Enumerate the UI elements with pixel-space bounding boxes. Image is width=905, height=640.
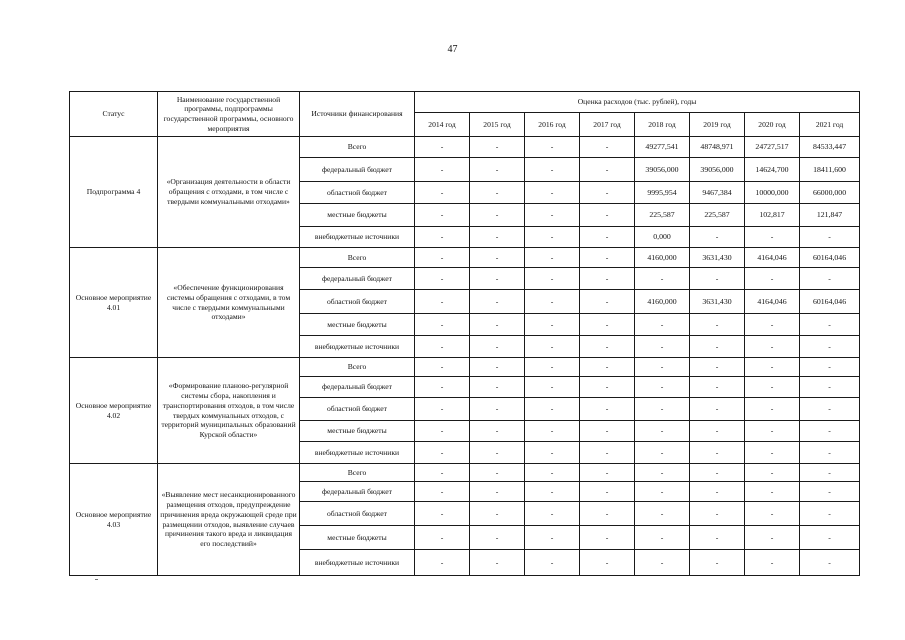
funding-source-cell: федеральный бюджет xyxy=(300,268,415,290)
amount-cell: - xyxy=(690,398,745,421)
amount-cell: - xyxy=(690,526,745,550)
funding-source-cell: Всего xyxy=(300,137,415,158)
funding-source-cell: Всего xyxy=(300,248,415,268)
amount-cell: - xyxy=(800,526,860,550)
amount-cell: - xyxy=(415,482,470,502)
program-name-cell: «Организация деятельности в области обращения с отходами, в том числе с твердыми коммунальными отходами» xyxy=(158,137,300,248)
amount-cell: - xyxy=(525,227,580,248)
amount-cell: - xyxy=(635,421,690,442)
amount-cell: 3631,430 xyxy=(690,290,745,314)
amount-cell: - xyxy=(800,314,860,336)
amount-cell: 39056,000 xyxy=(635,158,690,182)
amount-cell: 4164,046 xyxy=(745,290,800,314)
amount-cell: - xyxy=(635,314,690,336)
amount-cell: - xyxy=(745,526,800,550)
year-header: 2017 год xyxy=(580,113,635,137)
table-row xyxy=(70,464,860,482)
amount-cell: - xyxy=(470,204,525,227)
amount-cell: 225,587 xyxy=(635,204,690,227)
amount-cell: - xyxy=(415,268,470,290)
funding-source-cell: внебюджетные источники xyxy=(300,442,415,464)
amount-cell: - xyxy=(635,550,690,576)
amount-cell: - xyxy=(800,550,860,576)
scan-artifact xyxy=(95,579,98,580)
funding-source-cell: внебюджетные источники xyxy=(300,336,415,358)
amount-cell: - xyxy=(525,268,580,290)
amount-cell: - xyxy=(470,358,525,377)
amount-cell: - xyxy=(690,336,745,358)
status-cell: Основное мероприятие 4.01 xyxy=(70,248,158,358)
source-header: Источники финансирования xyxy=(300,92,415,137)
table-row xyxy=(70,358,860,377)
amount-cell: 48748,971 xyxy=(690,137,745,158)
amount-cell: 3631,430 xyxy=(690,248,745,268)
amount-cell: - xyxy=(415,358,470,377)
amount-cell: - xyxy=(580,358,635,377)
amount-cell: - xyxy=(470,526,525,550)
amount-cell: - xyxy=(415,464,470,482)
amount-cell: 24727,517 xyxy=(745,137,800,158)
amount-cell: - xyxy=(470,421,525,442)
amount-cell: - xyxy=(580,421,635,442)
amount-cell: - xyxy=(470,336,525,358)
amount-cell: - xyxy=(690,227,745,248)
amount-cell: - xyxy=(525,137,580,158)
amount-cell: - xyxy=(525,336,580,358)
amount-cell: - xyxy=(470,158,525,182)
amount-cell: - xyxy=(635,336,690,358)
funding-source-cell: Всего xyxy=(300,358,415,377)
amount-cell: - xyxy=(690,377,745,398)
amount-cell: - xyxy=(690,502,745,526)
amount-cell: - xyxy=(525,482,580,502)
amount-cell: - xyxy=(415,204,470,227)
status-header: Статус xyxy=(70,92,158,137)
amount-cell: - xyxy=(745,268,800,290)
amount-cell: - xyxy=(800,442,860,464)
amount-cell: - xyxy=(800,227,860,248)
amount-cell: - xyxy=(525,182,580,204)
amount-cell: - xyxy=(580,502,635,526)
amount-cell: - xyxy=(415,227,470,248)
amount-cell: - xyxy=(800,336,860,358)
amount-cell: 66000,000 xyxy=(800,182,860,204)
amount-cell: - xyxy=(580,398,635,421)
amount-cell: - xyxy=(525,204,580,227)
amount-cell: - xyxy=(745,377,800,398)
amount-cell: - xyxy=(690,314,745,336)
amount-cell: - xyxy=(690,442,745,464)
amount-cell: - xyxy=(415,377,470,398)
year-header: 2019 год xyxy=(690,113,745,137)
funding-source-cell: областной бюджет xyxy=(300,182,415,204)
amount-cell: - xyxy=(415,526,470,550)
amount-cell: - xyxy=(580,137,635,158)
amount-cell: - xyxy=(470,182,525,204)
amount-cell: - xyxy=(470,268,525,290)
amount-cell: - xyxy=(745,550,800,576)
page-number: 47 xyxy=(447,44,458,55)
amount-cell: - xyxy=(415,182,470,204)
amount-cell: - xyxy=(415,137,470,158)
amount-cell: - xyxy=(580,464,635,482)
amount-cell: - xyxy=(525,464,580,482)
header-row xyxy=(70,92,860,113)
table-row xyxy=(70,248,860,268)
funding-source-cell: Всего xyxy=(300,464,415,482)
amount-cell: 60164,046 xyxy=(800,290,860,314)
year-header: 2018 год xyxy=(635,113,690,137)
amount-cell: - xyxy=(745,358,800,377)
amount-cell: - xyxy=(470,464,525,482)
amount-cell: - xyxy=(580,204,635,227)
table-row xyxy=(70,137,860,158)
amount-cell: - xyxy=(745,336,800,358)
amount-cell: - xyxy=(415,158,470,182)
amount-cell: 18411,600 xyxy=(800,158,860,182)
year-header: 2014 год xyxy=(415,113,470,137)
amount-cell: - xyxy=(415,421,470,442)
amount-cell: - xyxy=(470,502,525,526)
amount-cell: - xyxy=(470,314,525,336)
amount-cell: - xyxy=(635,268,690,290)
amount-cell: - xyxy=(525,526,580,550)
amount-cell: - xyxy=(470,442,525,464)
amount-cell: 84533,447 xyxy=(800,137,860,158)
amount-cell: - xyxy=(470,137,525,158)
amount-cell: - xyxy=(470,550,525,576)
amount-cell: - xyxy=(470,290,525,314)
amount-cell: - xyxy=(745,314,800,336)
amount-cell: - xyxy=(580,182,635,204)
amount-cell: - xyxy=(635,464,690,482)
amount-cell: - xyxy=(470,482,525,502)
status-cell: Основное мероприятие 4.02 xyxy=(70,358,158,464)
amount-cell: - xyxy=(745,442,800,464)
amount-cell: - xyxy=(635,442,690,464)
funding-source-cell: федеральный бюджет xyxy=(300,377,415,398)
funding-source-cell: областной бюджет xyxy=(300,502,415,526)
funding-source-cell: областной бюджет xyxy=(300,290,415,314)
amount-cell: - xyxy=(525,158,580,182)
funding-source-cell: областной бюджет xyxy=(300,398,415,421)
funding-source-cell: местные бюджеты xyxy=(300,421,415,442)
amount-cell: - xyxy=(690,550,745,576)
program-name-cell: «Формирование планово-регулярной системы сбора, накопления и транспортирования отходов, в том числе твердых коммунальных отходов, с территорий муниципальных образований Курской области» xyxy=(158,358,300,464)
amount-cell: 121,847 xyxy=(800,204,860,227)
amount-cell: 9995,954 xyxy=(635,182,690,204)
year-header: 2021 год xyxy=(800,113,860,137)
amount-cell: - xyxy=(415,398,470,421)
amount-cell: - xyxy=(580,550,635,576)
budget-table xyxy=(69,91,860,576)
amount-cell: - xyxy=(800,358,860,377)
amount-cell: - xyxy=(580,290,635,314)
amount-cell: - xyxy=(635,377,690,398)
amount-cell: - xyxy=(580,442,635,464)
amount-cell: - xyxy=(415,550,470,576)
amount-cell: - xyxy=(745,421,800,442)
amount-cell: - xyxy=(580,482,635,502)
amount-cell: - xyxy=(635,398,690,421)
funding-source-cell: местные бюджеты xyxy=(300,204,415,227)
funding-source-cell: местные бюджеты xyxy=(300,526,415,550)
amount-cell: - xyxy=(745,398,800,421)
amount-cell: - xyxy=(525,358,580,377)
amount-cell: - xyxy=(690,358,745,377)
status-cell: Основное мероприятие 4.03 xyxy=(70,464,158,576)
amount-cell: - xyxy=(580,248,635,268)
funding-source-cell: местные бюджеты xyxy=(300,314,415,336)
amount-cell: - xyxy=(580,377,635,398)
amount-cell: - xyxy=(800,482,860,502)
amount-cell: - xyxy=(800,464,860,482)
amount-cell: - xyxy=(525,550,580,576)
amount-cell: 0,000 xyxy=(635,227,690,248)
table-body xyxy=(70,92,860,576)
amount-cell: - xyxy=(470,398,525,421)
amount-cell: - xyxy=(525,290,580,314)
amount-cell: 4164,046 xyxy=(745,248,800,268)
amount-cell: 14624,700 xyxy=(745,158,800,182)
amount-cell: - xyxy=(415,314,470,336)
amount-cell: - xyxy=(525,248,580,268)
amount-cell: 10000,000 xyxy=(745,182,800,204)
funding-source-cell: федеральный бюджет xyxy=(300,482,415,502)
year-header: 2020 год xyxy=(745,113,800,137)
amount-cell: - xyxy=(580,526,635,550)
amount-cell: - xyxy=(525,442,580,464)
amount-cell: 102,817 xyxy=(745,204,800,227)
amount-cell: - xyxy=(415,336,470,358)
name-header: Наименование государственной программы, подпрограммы государственной программы, основного мероприятия xyxy=(158,92,300,137)
amount-cell: - xyxy=(415,502,470,526)
amount-cell: - xyxy=(580,158,635,182)
amount-cell: - xyxy=(415,442,470,464)
funding-source-cell: внебюджетные источники xyxy=(300,550,415,576)
amount-cell: 39056,000 xyxy=(690,158,745,182)
funding-source-cell: федеральный бюджет xyxy=(300,158,415,182)
amount-cell: 4160,000 xyxy=(635,248,690,268)
amount-cell: - xyxy=(525,398,580,421)
amount-cell: - xyxy=(525,314,580,336)
funding-source-cell: внебюджетные источники xyxy=(300,227,415,248)
amount-cell: - xyxy=(525,502,580,526)
program-name-cell: «Выявление мест несанкционированного размещения отходов, предупреждение причинения вреда окружающей среде при размещении отходов, выявление случаев причинения такого вреда и ликвидация его последствий» xyxy=(158,464,300,576)
estimate-header: Оценка расходов (тыс. рублей), годы xyxy=(415,92,860,113)
amount-cell: - xyxy=(470,248,525,268)
amount-cell: - xyxy=(635,526,690,550)
amount-cell: - xyxy=(745,482,800,502)
amount-cell: - xyxy=(800,421,860,442)
amount-cell: - xyxy=(525,421,580,442)
amount-cell: - xyxy=(800,398,860,421)
status-cell: Подпрограмма 4 xyxy=(70,137,158,248)
amount-cell: 49277,541 xyxy=(635,137,690,158)
amount-cell: - xyxy=(580,314,635,336)
amount-cell: - xyxy=(635,502,690,526)
amount-cell: 9467,384 xyxy=(690,182,745,204)
year-header: 2015 год xyxy=(470,113,525,137)
amount-cell: - xyxy=(690,464,745,482)
amount-cell: - xyxy=(745,464,800,482)
amount-cell: - xyxy=(690,421,745,442)
amount-cell: - xyxy=(525,377,580,398)
amount-cell: - xyxy=(580,268,635,290)
amount-cell: - xyxy=(470,377,525,398)
amount-cell: 225,587 xyxy=(690,204,745,227)
amount-cell: - xyxy=(580,336,635,358)
amount-cell: - xyxy=(415,248,470,268)
amount-cell: - xyxy=(470,227,525,248)
amount-cell: 4160,000 xyxy=(635,290,690,314)
amount-cell: - xyxy=(690,482,745,502)
amount-cell: - xyxy=(800,377,860,398)
amount-cell: - xyxy=(800,268,860,290)
program-name-cell: «Обеспечение функционирования системы обращения с отходами, в том числе с твердыми коммунальными отходами» xyxy=(158,248,300,358)
amount-cell: - xyxy=(745,227,800,248)
amount-cell: 60164,046 xyxy=(800,248,860,268)
amount-cell: - xyxy=(800,502,860,526)
amount-cell: - xyxy=(635,358,690,377)
amount-cell: - xyxy=(580,227,635,248)
amount-cell: - xyxy=(690,268,745,290)
amount-cell: - xyxy=(415,290,470,314)
amount-cell: - xyxy=(635,482,690,502)
amount-cell: - xyxy=(745,502,800,526)
year-header: 2016 год xyxy=(525,113,580,137)
